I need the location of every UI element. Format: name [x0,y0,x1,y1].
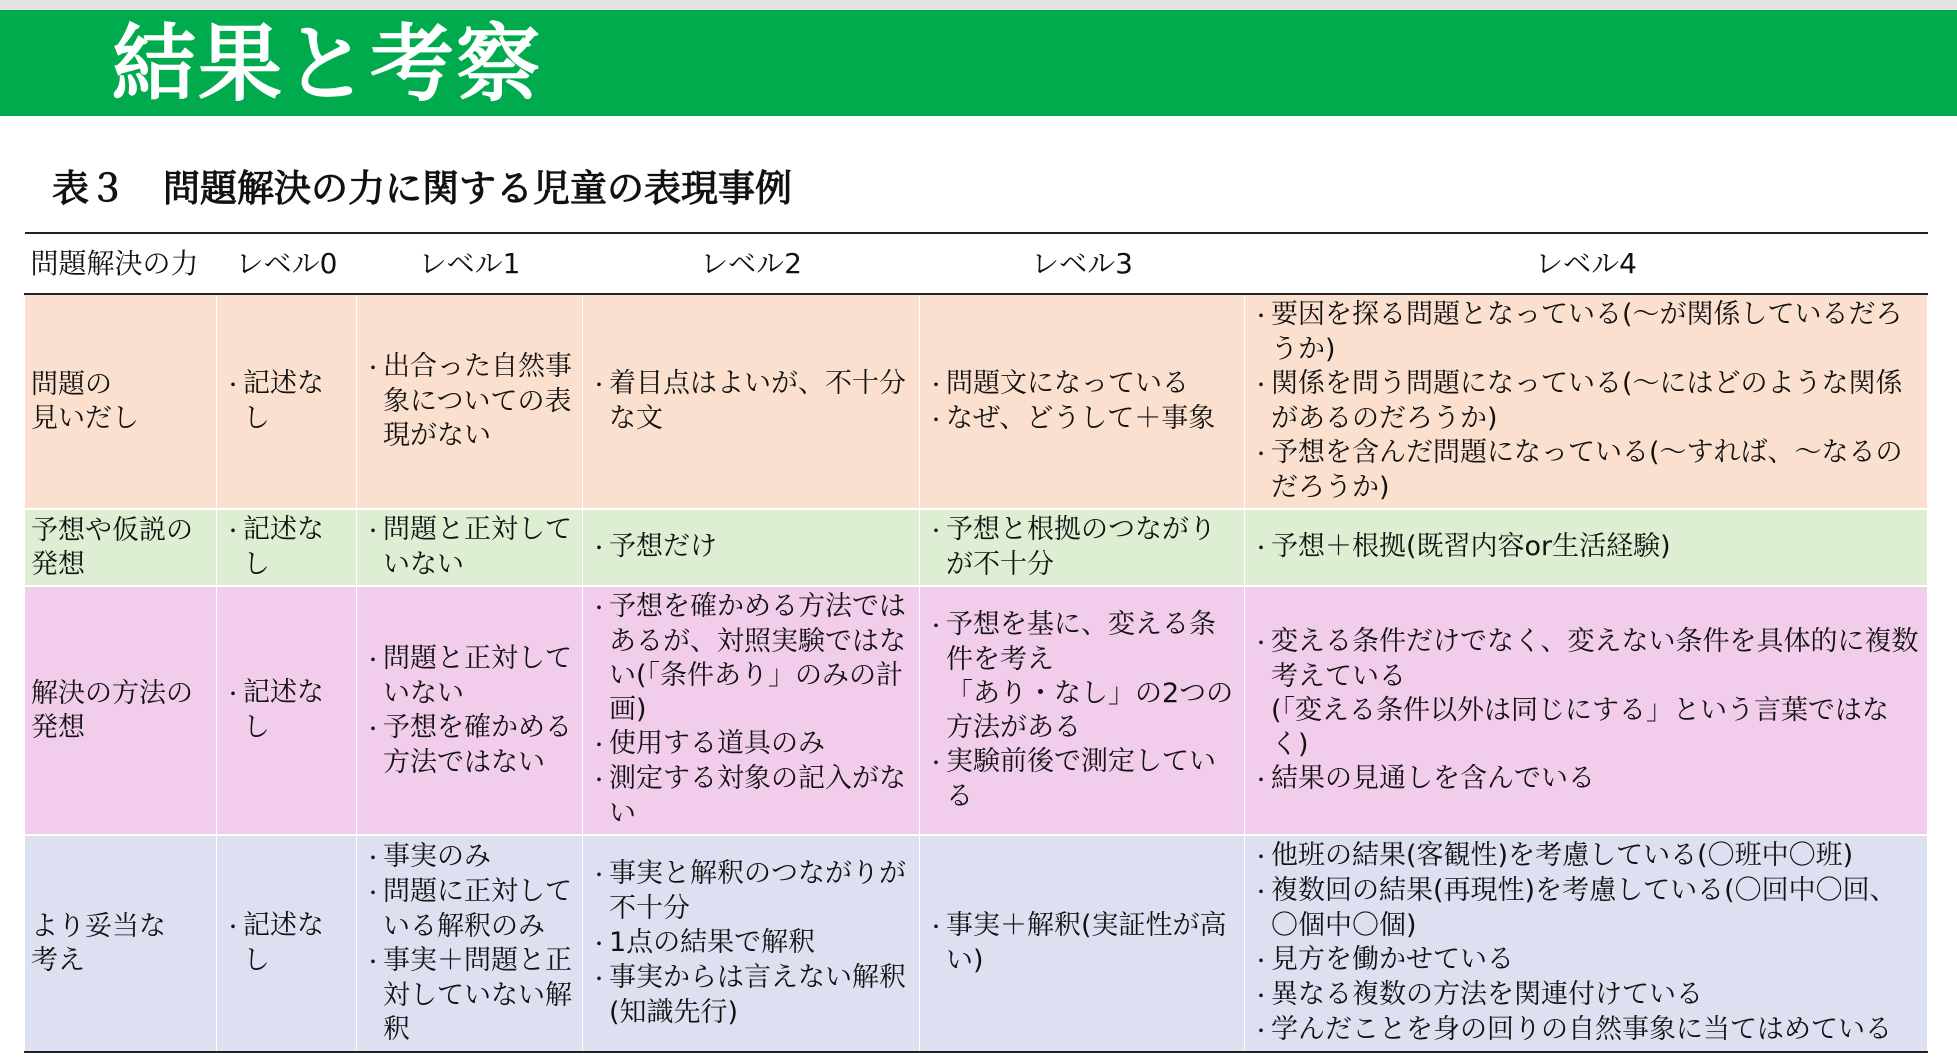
header-row [25,233,1928,294]
list-item: ・ 予想と根拠のつながりが不十分 [926,513,1238,582]
list-item: ・ 異なる複数の方法を関連付けている [1251,978,1921,1013]
rubric-table [24,232,1928,1053]
table-cell [217,294,357,509]
list-item: ・ 複数回の結果(再現性)を考慮している(〇回中〇回、〇個中〇個) [1251,874,1921,943]
table-cell [583,509,920,586]
list-item: ・ 問題と正対していない [363,513,576,582]
list-item: ・ 問題と正対していない [363,642,576,711]
header-cell: レベル4 [1245,233,1928,294]
table-cell [583,835,920,1052]
title-banner [0,10,1957,116]
list-item: ・ 記述なし [223,513,350,582]
table-cell [920,586,1245,835]
table-cell [920,509,1245,586]
list-item: ・ 測定する対象の記入がない [589,762,913,831]
list-item: ・ 事実と解釈のつながりが不十分 [589,857,913,926]
table-cell [357,509,583,586]
list-item: ・ 予想を確かめる方法ではあるが、対照実験ではない(「条件あり」のみの計画) [589,590,913,727]
list-item: ・ 使用する道具のみ [589,727,913,762]
list-item: ・ 予想を基に、変える条件を考え [926,608,1238,677]
list-item: ・ 予想を含んだ問題になっている(～すれば、～なるのだろうか) [1251,436,1921,505]
header-cell: 問題解決の力 [25,233,217,294]
list-item: ・ 学んだことを身の回りの自然事象に当てはめている [1251,1013,1921,1048]
row-label: 問題の 見いだし [25,294,217,509]
list-item: ・ 問題に正対している解釈のみ [363,875,576,944]
list-item: ・ 記述なし [223,367,350,436]
list-item: ・ 変える条件だけでなく、変えない条件を具体的に複数考えている [1251,625,1921,694]
list-item: 「あり・なし」の2つの方法がある [946,677,1234,743]
table-row [25,586,1928,835]
list-item: ・ 着目点はよいが、不十分な文 [589,367,913,436]
row-label: 予想や仮説の 発想 [25,509,217,586]
list-item: ・ 関係を問う問題になっている(～にはどのような関係があるのだろうか) [1251,367,1921,436]
header-cell: レベル1 [357,233,583,294]
header-cell: レベル3 [920,233,1245,294]
table-cell [920,835,1245,1052]
header-cell: レベル0 [217,233,357,294]
list-item: ・ 予想＋根拠(既習内容or生活経験) [1251,530,1921,565]
top-strip [0,0,1957,10]
list-item: ・ 事実＋問題と正対していない解釈 [363,944,576,1047]
list-item: ・ 出合った自然事象についての表現がない [363,350,576,453]
table-row [25,509,1928,586]
table-row [25,835,1928,1052]
row-label: より妥当な 考え [25,835,217,1052]
table-cell [1245,835,1928,1052]
list-item: ・ 見方を働かせている [1251,943,1921,978]
row-label: 解決の方法の 発想 [25,586,217,835]
list-item: ・ なぜ、どうして＋事象 [926,402,1238,437]
table-cell [1245,586,1928,835]
list-item: ・ 他班の結果(客観性)を考慮している(〇班中〇班) [1251,839,1921,874]
table-cell [357,294,583,509]
table-cell [217,586,357,835]
slide-title: 結果と考察 [112,15,543,113]
list-item: ・ 予想を確かめる方法ではない [363,711,576,780]
table-cell [357,835,583,1052]
list-item: ・ 記述なし [223,909,350,978]
list-item: ・ 事実からは言えない解釈(知識先行) [589,961,913,1030]
list-item: ・ 実験前後で測定している [926,745,1238,814]
header-cell: レベル2 [583,233,920,294]
table-row [25,294,1928,509]
table-cell [1245,509,1928,586]
table-cell [217,509,357,586]
list-item: ・ 要因を探る問題となっている(～が関係しているだろうか) [1251,298,1921,367]
list-item: (「変える条件以外は同じにする」という言葉ではなく) [1271,694,1890,760]
list-item: ・ 問題文になっている [926,367,1238,402]
list-item: ・ 1点の結果で解釈 [589,926,913,961]
list-item: ・ 事実のみ [363,840,576,875]
table-cell [1245,294,1928,509]
table-cell [217,835,357,1052]
list-item: ・ 記述なし [223,676,350,745]
table-cell [920,294,1245,509]
table-caption: 表３ 問題解決の力に関する児童の表現事例 [52,167,792,210]
list-item: ・ 事実＋解釈(実証性が高い) [926,909,1238,978]
table-cell [583,294,920,509]
list-item: ・ 結果の見通しを含んでいる [1251,762,1921,797]
list-item: ・ 予想だけ [589,530,913,565]
table-cell [357,586,583,835]
table-cell [583,586,920,835]
